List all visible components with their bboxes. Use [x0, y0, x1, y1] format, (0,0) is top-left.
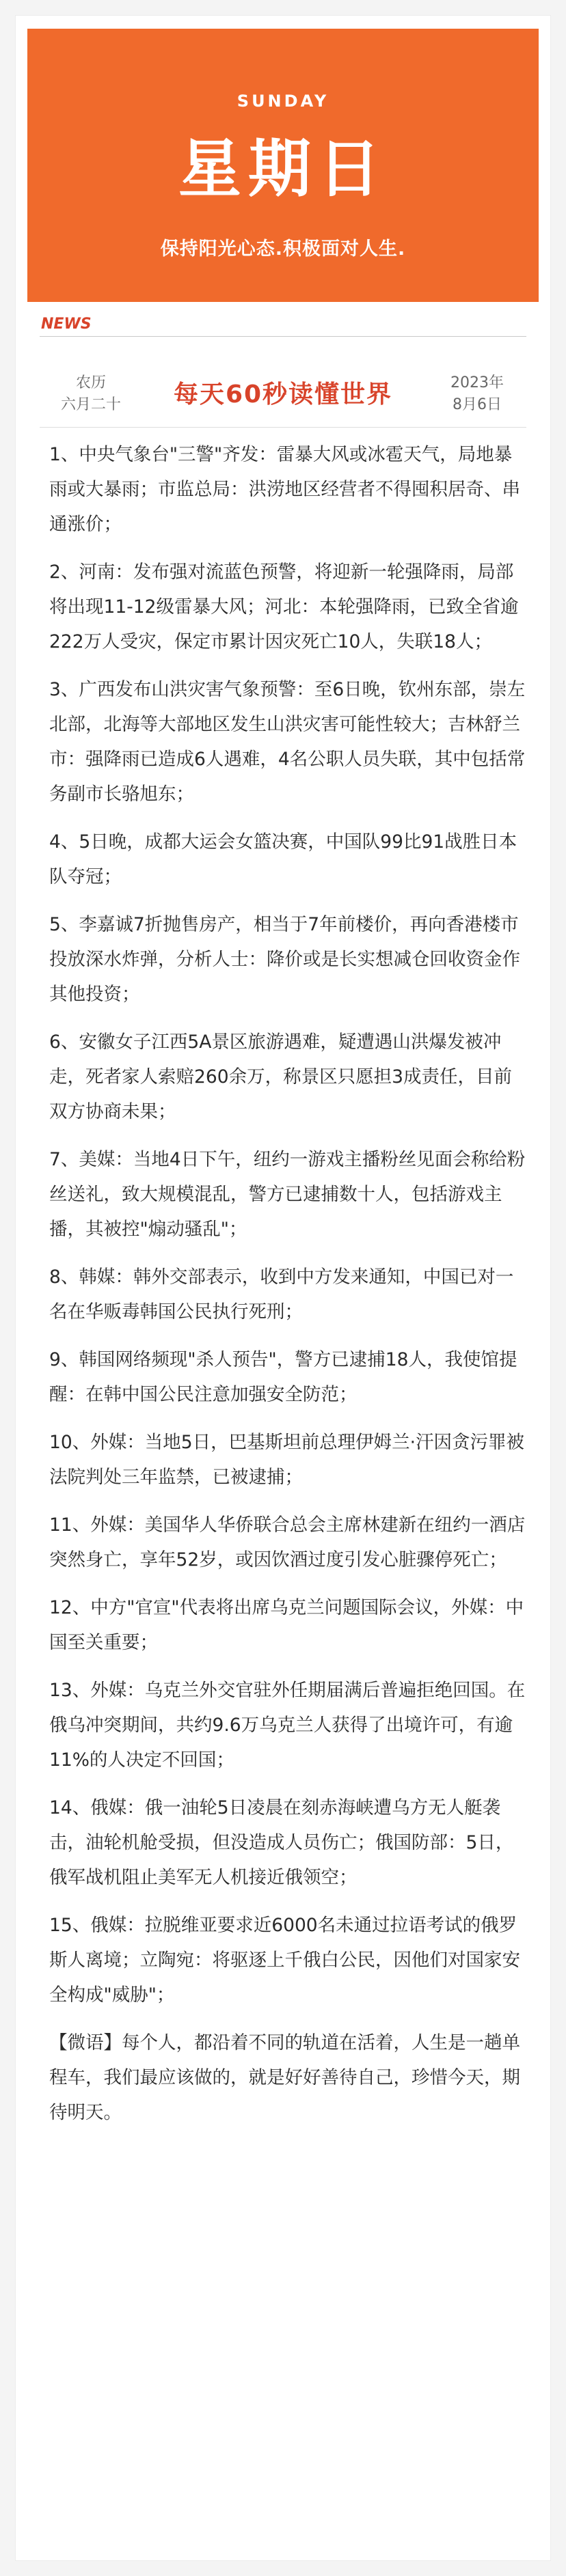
page-title: 每天60秒读懂世界: [173, 380, 393, 408]
news-item: 1、中央气象台"三警"齐发：雷暴大风或冰雹天气，局地暴雨或大暴雨；市监总局：洪涝地区经营者不得囤积居奇、串通涨价；: [49, 444, 520, 535]
header-divider: [40, 336, 526, 337]
weekday-en-label: SUNDAY: [237, 92, 329, 111]
news-item: 13、外媒：乌克兰外交官驻外任期届满后普遍拒绝回国。在俄乌冲突期间，共约9.6万乌克兰人获得了出境许可，有逾11%的人决定不回国；: [49, 1680, 526, 1771]
content-divider: [40, 427, 526, 428]
news-item: 5、李嘉诚7折抛售房产，相当于7年前楼价，再向香港楼市投放深水炸弹，分析人士：降价或是长实想减仓回收资金作其他投资；: [49, 914, 520, 1005]
news-item: 2、河南：发布强对流蓝色预警，将迎新一轮强降雨，局部将出现11-12级雷暴大风；河北：本轮强降雨，已致全省逾222万人受灾，保定市累计因灾死亡10人，失联18人；: [49, 562, 519, 652]
lunar-date-value: 六月二十: [60, 396, 121, 413]
news-item: 12、中方"官宣"代表将出席乌克兰问题国际会议，外媒：中国至关重要；: [49, 1597, 524, 1653]
news-item: 8、韩媒：韩外交部表示，收到中方发来通知，中国已对一名在华贩毒韩国公民执行死刑；: [49, 1266, 514, 1322]
news-list: [49, 437, 528, 2143]
news-item: 9、韩国网络频现"杀人预告"，警方已逮捕18人，我使馆提醒：在韩中国公民注意加强安全防范；: [49, 1349, 517, 1405]
date-row: [27, 345, 539, 420]
news-item: 7、美媒：当地4日下午，纽约一游戏主播粉丝见面会称给粉丝送礼，致大规模混乱，警方已逮捕数十人，包括游戏主播，其被控"煽动骚乱"；: [49, 1149, 526, 1240]
weekday-banner: [27, 29, 539, 302]
lunar-label: 农历: [75, 374, 106, 391]
banner-slogan: 保持阳光心态.积极面对人生.: [160, 238, 406, 260]
year-label: 2023年: [450, 374, 504, 391]
weekday-title: 星期日: [178, 132, 388, 206]
news-item: 10、外媒：当地5日，巴基斯坦前总理伊姆兰·汗因贪污罪被法院判处三年监禁，已被逮捕；: [49, 1432, 525, 1488]
news-item: 15、俄媒：拉脱维亚要求近6000名未通过拉语考试的俄罗斯人离境；立陶宛：将驱逐上千俄白公民，因他们对国家安全构成"威胁"；: [49, 1915, 520, 2006]
lunar-date: [53, 372, 129, 416]
news-item: 4、5日晚，成都大运会女篮决赛，中国队99比91战胜日本队夺冠；: [49, 831, 517, 887]
news-item: 3、广西发布山洪灾害气象预警：至6日晚，钦州东部，崇左北部，北海等大部地区发生山洪灾害可能性较大；吉林舒兰市：强降雨已造成6人遇难，4名公职人员失联，其中包括常务副市长骆旭东；: [49, 679, 526, 805]
news-item: 11、外媒：美国华人华侨联合总会主席林建新在纽约一酒店突然身亡，享年52岁，或因饮酒过度引发心脏骤停死亡；: [49, 1514, 526, 1570]
news-item: 6、安徽女子江西5A景区旅游遇难，疑遭遇山洪爆发被冲走，死者家人索赔260余万，称景区只愿担3成责任，目前双方协商未果；: [49, 1031, 512, 1122]
news-tag: NEWS: [41, 316, 92, 333]
news-item: 14、俄媒：俄一油轮5日凌晨在刻赤海峡遭乌方无人艇袭击，油轮机舱受损，但没造成人员伤亡；俄国防部：5日，俄军战机阻止美军无人机接近俄领空；: [49, 1797, 514, 1888]
date-label: 8月6日: [453, 396, 502, 413]
daily-quote: 【微语】每个人，都沿着不同的轨道在活着，人生是一趟单程车，我们最应该做的，就是好好善待自己，珍惜今天，期待明天。: [49, 2032, 520, 2123]
gregorian-date: [436, 372, 518, 416]
